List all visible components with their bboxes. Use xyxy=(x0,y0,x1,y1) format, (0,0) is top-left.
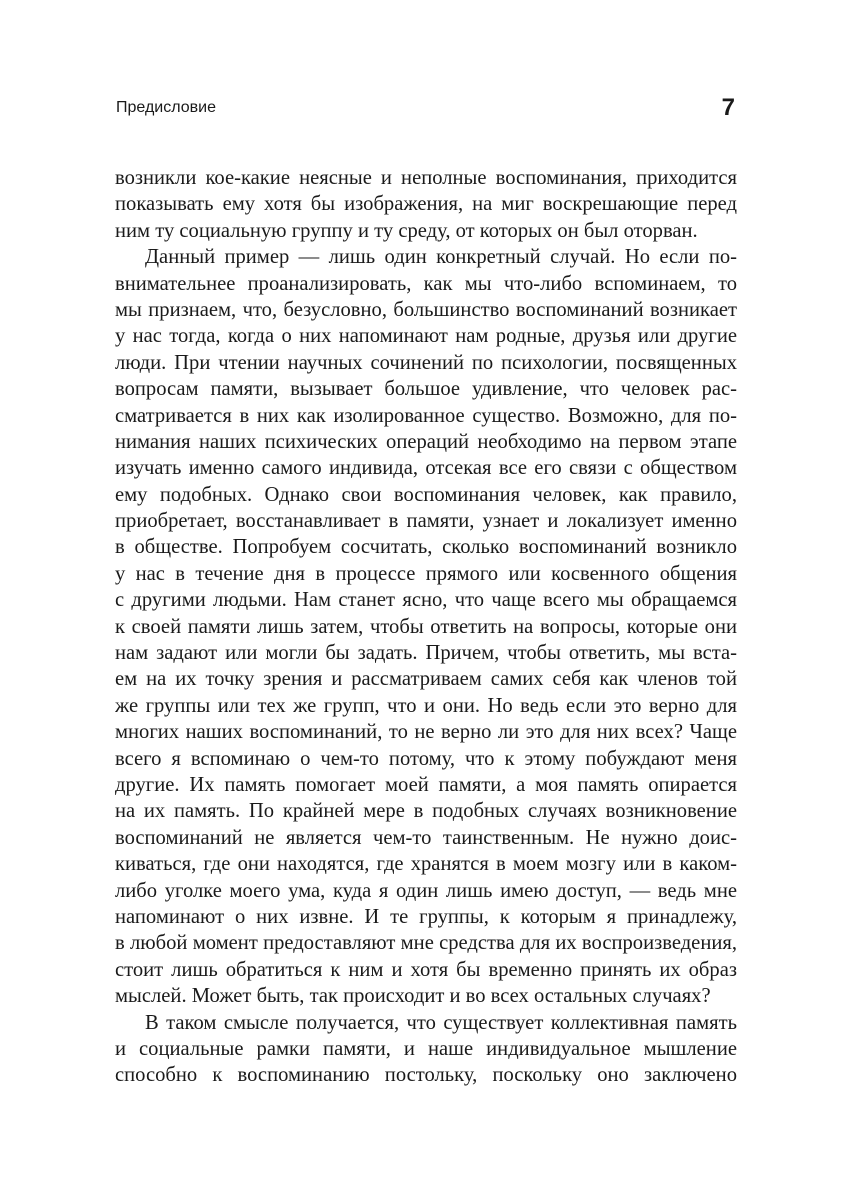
text-line: многих наших воспоминаний, то не верно ли это для них всех? Чаще xyxy=(115,721,737,744)
text-line: у нас в течение дня в процессе прямого или косвенного общения xyxy=(115,562,737,585)
text-line: возникли кое-какие неясные и неполные воспоминания, приходится xyxy=(115,167,737,189)
text-line: приобретает, восстанавливает в памяти, узнает и локализует именно xyxy=(115,510,737,533)
text-line: и социальные рамки памяти, и наше индивидуальное мышление xyxy=(115,1037,737,1060)
text-line: либо уголке моего ума, куда я один лишь имею доступ, — ведь мне xyxy=(115,879,737,902)
text-line: мыслей. Может быть, так происходит и во всех остальных случаях? xyxy=(115,985,711,1008)
text-line: киваться, где они находятся, где хранятся в моем мозгу или в каком- xyxy=(115,853,737,876)
text-line: сматривается в них как изолированное существо. Возможно, для по- xyxy=(115,404,737,427)
running-head-title: Предисловие xyxy=(116,99,216,116)
text-line: воспоминаний не является чем-то таинственным. Не нужно доис- xyxy=(115,826,737,849)
text-line: всего я вспоминаю о чем-то потому, что к этому побуждают меня xyxy=(115,747,737,770)
text-line: внимательнее проанализировать, как мы что-либо вспоминаем, то xyxy=(115,272,737,295)
text-line: в обществе. Попробуем сосчитать, сколько воспоминаний возникло xyxy=(115,536,737,559)
text-line: люди. При чтении научных сочинений по психологии, посвященных xyxy=(115,351,737,374)
text-line: к своей памяти лишь затем, чтобы ответить на вопросы, которые они xyxy=(115,615,737,638)
text-line: способно к воспоминанию постольку, поскольку оно заключено xyxy=(115,1064,737,1087)
text-line: показывать ему хотя бы изображения, на миг воскрешающие перед xyxy=(115,193,737,216)
text-line: с другими людьми. Нам станет ясно, что чаще всего мы обращаемся xyxy=(115,589,737,612)
text-line: В таком смысле получается, что существует коллективная память xyxy=(145,1011,737,1034)
body-text xyxy=(115,165,737,1089)
page-number: 7 xyxy=(721,94,735,121)
text-line: нимания наших психических операций необходимо на первом этапе xyxy=(115,430,737,453)
text-line: ним ту социальную группу и ту среду, от которых он был оторван. xyxy=(115,219,698,242)
text-line: ему подобных. Однако свои воспоминания человек, как правило, xyxy=(115,483,737,506)
text-line: другие. Их память помогает моей памяти, а моя память опирается xyxy=(115,773,737,796)
text-line: вопросам памяти, вызывает большое удивление, что человек рас- xyxy=(115,378,737,401)
text-line: ем на их точку зрения и рассматриваем самих себя как членов той xyxy=(115,668,737,691)
text-line: стоит лишь обратиться к ним и хотя бы временно принять их образ xyxy=(115,958,737,981)
text-line: изучать именно самого индивида, отсекая все его связи с обществом xyxy=(115,457,737,480)
text-line: же группы или тех же групп, что и они. Но ведь если это верно для xyxy=(115,694,737,717)
text-line: нам задают или могли бы задать. Причем, чтобы ответить, мы вста- xyxy=(115,642,737,665)
text-line: у нас тогда, когда о них напоминают нам родные, друзья или другие xyxy=(115,325,737,348)
text-line: Данный пример — лишь один конкретный случай. Но если по- xyxy=(145,246,737,269)
text-line: в любой момент предоставляют мне средства для их воспроизведения, xyxy=(115,932,737,955)
text-line: напоминают о них извне. И те группы, к которым я принадлежу, xyxy=(115,905,737,928)
text-line: мы признаем, что, безусловно, большинство воспоминаний возникает xyxy=(115,298,737,321)
text-line: на их память. По крайней мере в подобных случаях возникновение xyxy=(115,800,737,823)
